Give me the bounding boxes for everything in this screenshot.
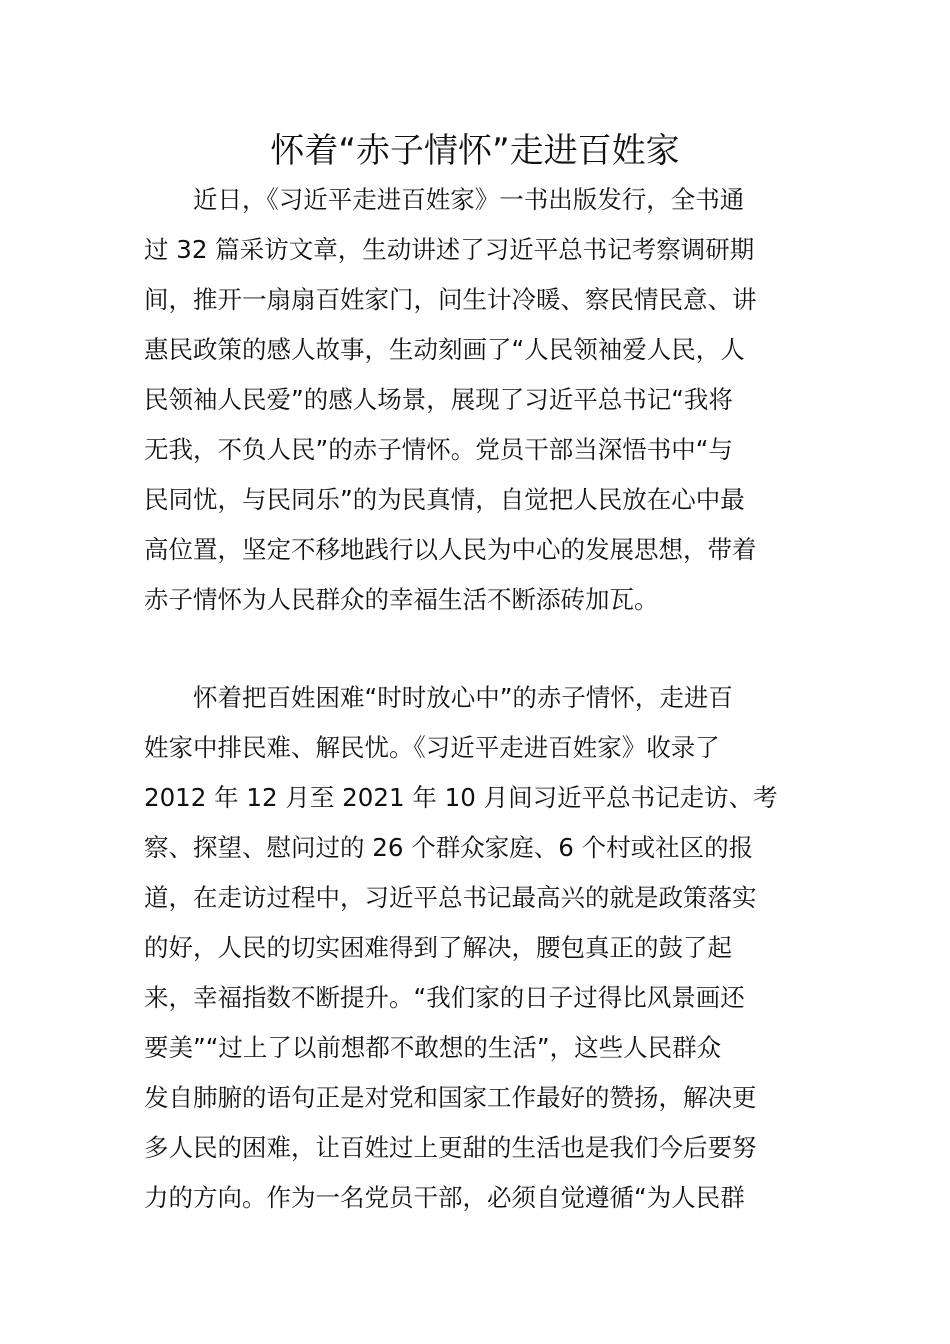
paragraph-line: 多人民的困难，让百姓过上更甜的生活也是我们今后要努 (144, 1133, 757, 1162)
paragraph-line: 近日，《习近平走进百姓家》一书出版发行，全书通 (193, 185, 745, 214)
paragraph-line: 姓家中排民难、解民忧。《习近平走进百姓家》收录了 (144, 733, 720, 762)
paragraph-line: 民领袖人民爱”的感人场景，展现了习近平总书记“我将 (144, 385, 733, 414)
paragraph-line: 怀着把百姓困难“时时放心中”的赤子情怀，走进百 (193, 683, 733, 712)
paragraph-line: 民同忧，与民同乐”的为民真情，自觉把人民放在心中最 (144, 485, 745, 514)
paragraph-line: 察、探望、慰问过的 26 个群众家庭、6 个村或社区的报 (144, 833, 754, 862)
document-title: 怀着“赤子情怀”走进百姓家 (270, 131, 680, 171)
paragraph-line: 高位置，坚定不移地践行以人民为中心的发展思想，带着 (144, 535, 757, 564)
paragraph-line: 发自肺腑的语句正是对党和国家工作最好的赞扬，解决更 (144, 1083, 757, 1112)
paragraph-line: 过 32 篇采访文章，生动讲述了习近平总书记考察调研期 (144, 235, 755, 264)
paragraph-1 (144, 175, 814, 625)
paragraph-line: 间，推开一扇扇百姓家门，问生计冷暖、察民情民意、讲 (144, 285, 757, 314)
paragraph-2 (144, 673, 814, 1223)
paragraph-line: 力的方向。作为一名党员干部，必须自觉遵循“为人民群 (144, 1183, 745, 1212)
paragraph-line: 赤子情怀为人民群众的幸福生活不断添砖加瓦。 (144, 585, 659, 614)
paragraph-line: 的好，人民的切实困难得到了解决，腰包真正的鼓了起 (144, 933, 732, 962)
paragraph-line: 无我，不负人民”的赤子情怀。党员干部当深悟书中“与 (144, 435, 733, 464)
paragraph-line: 2012 年 12 月至 2021 年 10 月间习近平总书记走访、考 (144, 783, 778, 812)
paragraph-line: 来，幸福指数不断提升。“我们家的日子过得比风景画还 (144, 983, 745, 1012)
paragraph-line: 惠民政策的感人故事，生动刻画了“人民领袖爱人民，人 (144, 335, 745, 364)
paragraph-line: 道，在走访过程中，习近平总书记最高兴的就是政策落实 (144, 883, 757, 912)
paragraph-line: 要美”“过上了以前想都不敢想的生活”，这些人民群众 (144, 1033, 722, 1062)
